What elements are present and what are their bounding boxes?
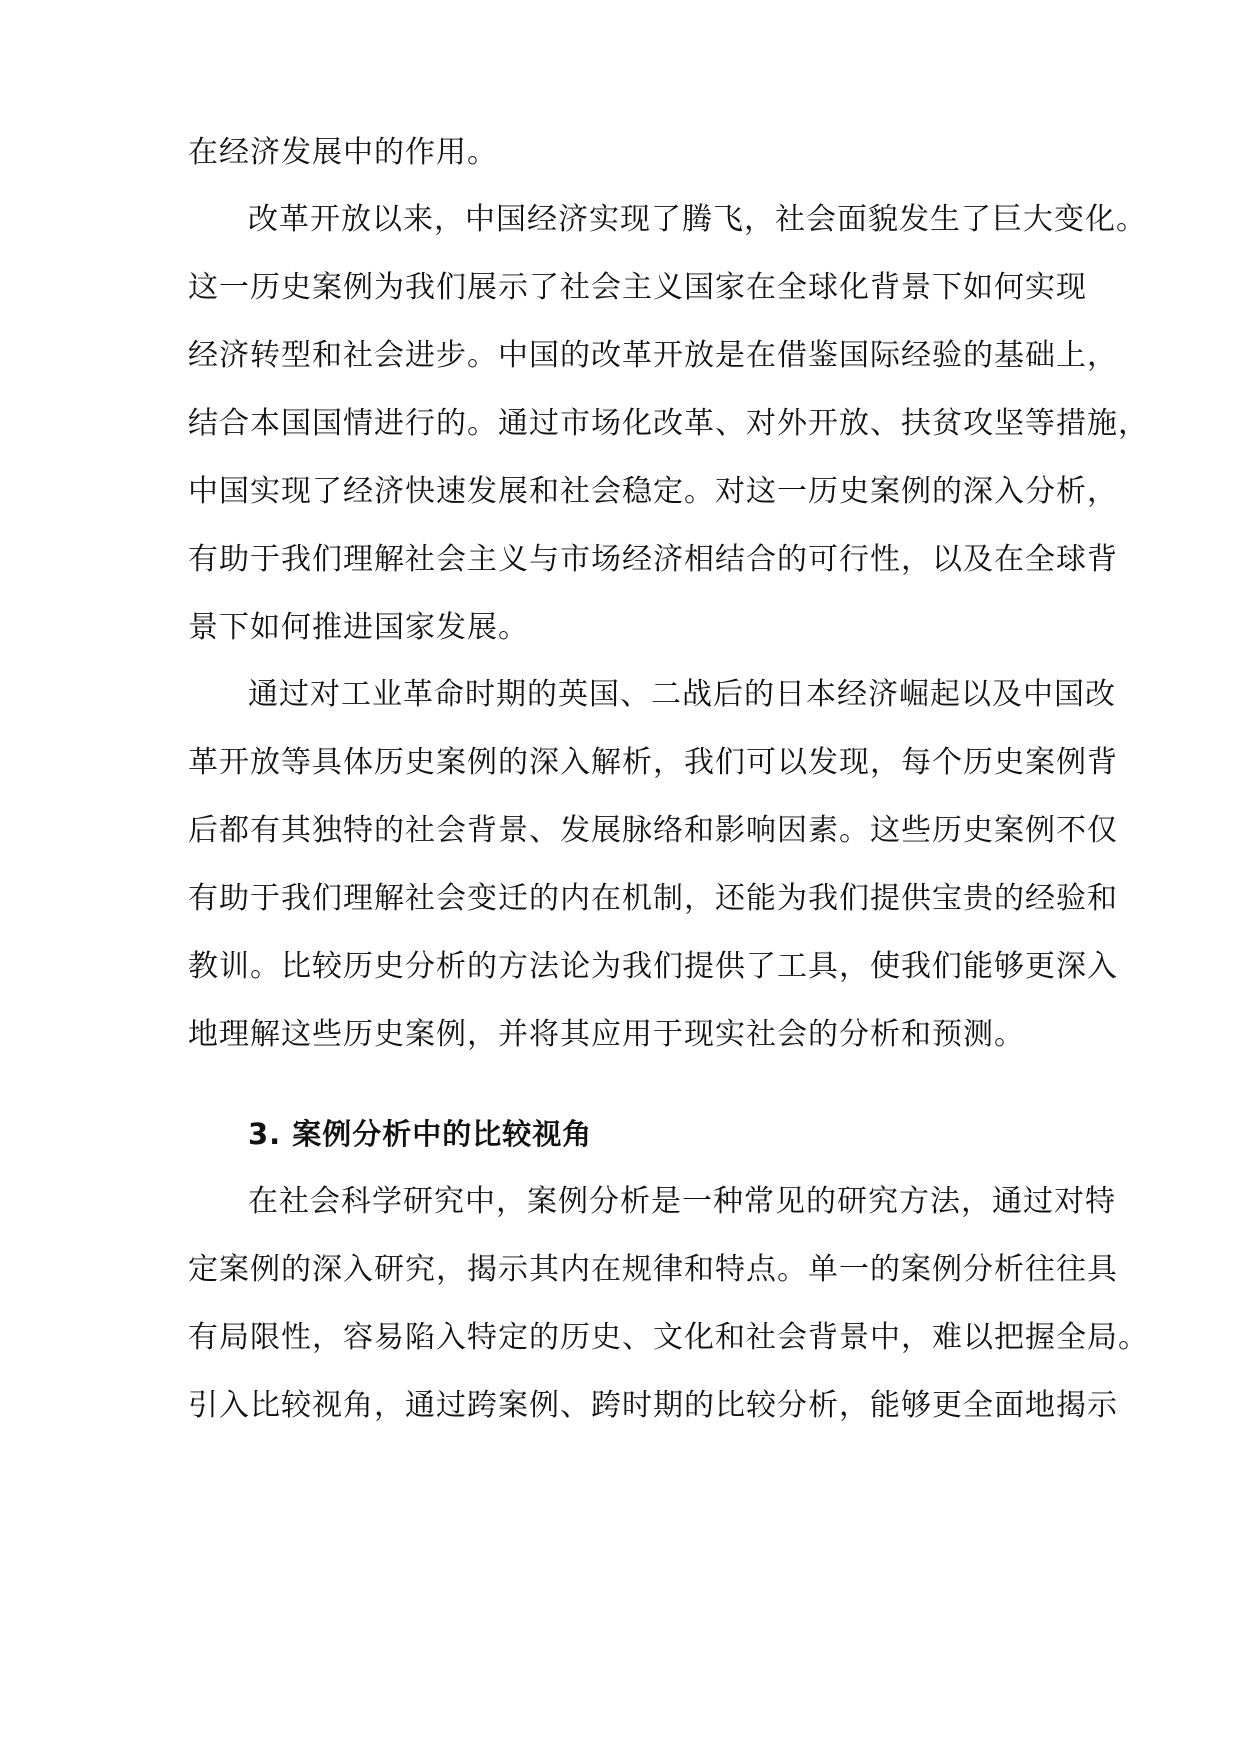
paragraph-line: 这一历史案例为我们展示了社会主义国家在全球化背景下如何实现 <box>188 270 1087 305</box>
paragraph-line: 景下如何推进国家发展。 <box>188 610 529 645</box>
paragraph-line: 中国实现了经济快速发展和社会稳定。对这一历史案例的深入分析， <box>188 474 1118 509</box>
paragraph-line: 教训。比较历史分析的方法论为我们提供了工具，使我们能够更深入 <box>188 949 1118 984</box>
paragraph-line: 定案例的深入研究，揭示其内在规律和特点。单一的案例分析往往具 <box>188 1252 1118 1287</box>
paragraph-line: 有助于我们理解社会主义与市场经济相结合的可行性，以及在全球背 <box>188 542 1118 577</box>
paragraph-line: 革开放等具体历史案例的深入解析，我们可以发现，每个历史案例背 <box>188 745 1118 780</box>
paragraph-line: 经济转型和社会进步。中国的改革开放是在借鉴国际经验的基础上， <box>188 338 1118 373</box>
paragraph-line: 有局限性，容易陷入特定的历史、文化和社会背景中，难以把握全局。 <box>188 1320 1149 1355</box>
paragraph-line: 在经济发展中的作用。 <box>188 135 498 170</box>
section-heading: 3. 案例分析中的比较视角 <box>248 1117 593 1151</box>
paragraph-line: 地理解这些历史案例，并将其应用于现实社会的分析和预测。 <box>188 1017 1025 1052</box>
paragraph-line: 改革开放以来，中国经济实现了腾飞，社会面貌发生了巨大变化。 <box>248 202 1147 237</box>
paragraph-line: 通过对工业革命时期的英国、二战后的日本经济崛起以及中国改 <box>248 677 1116 712</box>
paragraph-line: 后都有其独特的社会背景、发展脉络和影响因素。这些历史案例不仅 <box>188 813 1118 848</box>
paragraph-line: 在社会科学研究中，案例分析是一种常见的研究方法，通过对特 <box>248 1184 1116 1219</box>
paragraph-line: 结合本国国情进行的。通过市场化改革、对外开放、扶贫攻坚等措施， <box>188 406 1149 441</box>
paragraph-line: 有助于我们理解社会变迁的内在机制，还能为我们提供宝贵的经验和 <box>188 881 1118 916</box>
paragraph-line: 引入比较视角，通过跨案例、跨时期的比较分析，能够更全面地揭示 <box>188 1388 1118 1423</box>
